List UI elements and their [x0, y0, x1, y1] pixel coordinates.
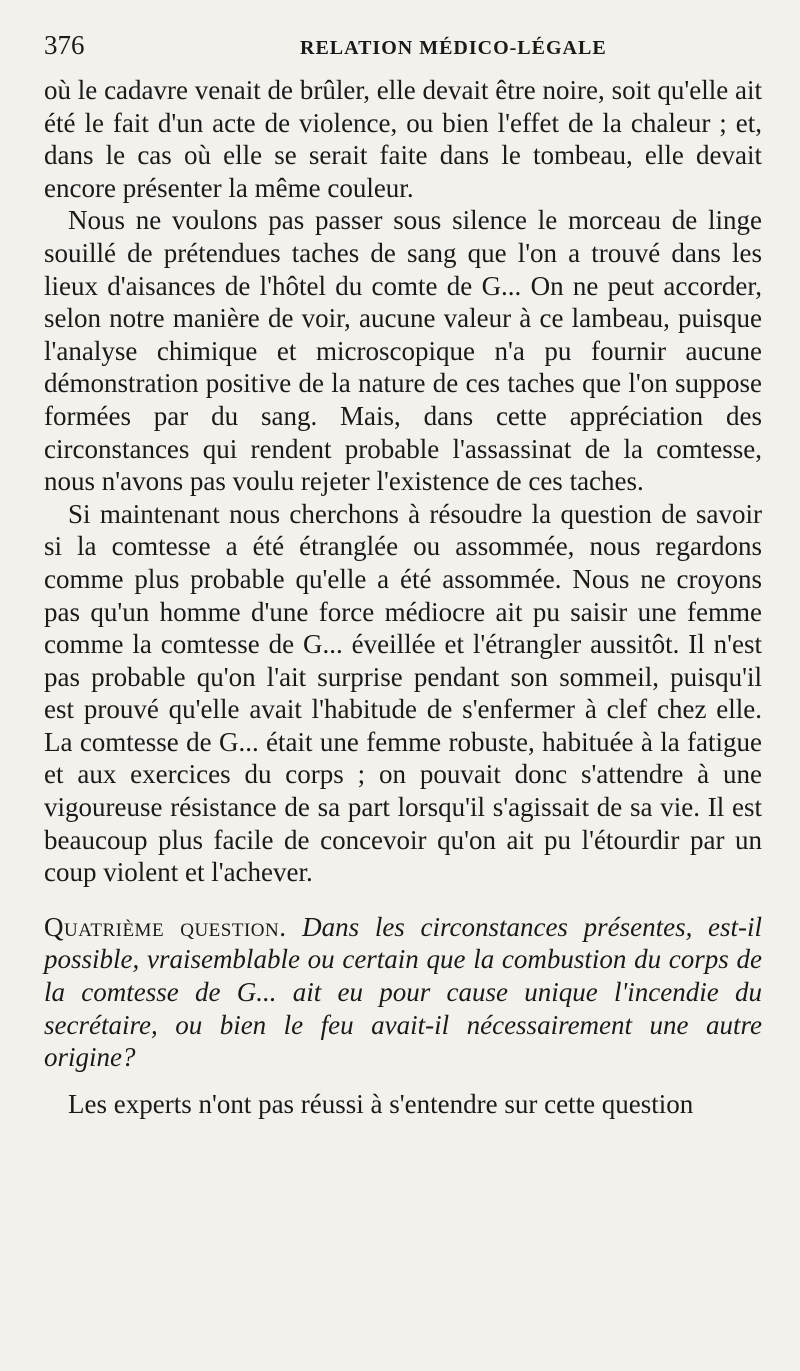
question-label: Quatrième question. [44, 911, 287, 942]
paragraph: Les experts n'ont pas réussi à s'entendre sur cette question [68, 1088, 694, 1119]
question-text: Dans les circonstances présentes, est-il possible, vraisemblable ou certain que la combustion du corps de la comtesse de G... ait eu pour cause unique l'incendie du secrétaire, ou bien le feu avait-il nécessairement une autre origine? [44, 911, 762, 1073]
paragraph: Nous ne voulons pas passer sous silence le morceau de linge souillé de prétendues taches de sang que l'on a trouvé dans les lieux d'aisances de l'hôtel du comte de G... On ne peut accorder, selon notre manière de voir, aucune valeur à ce lambeau, puisque l'analyse chimique et microscopique n'a pu fournir aucune démonstration positive de la nature de ces taches que l'on suppose formées par du sang. Mais, dans cette appréciation des circonstances qui rendent probable l'assassinat de la comtesse, nous n'avons pas voulu rejeter l'existence de ces taches. [44, 205, 762, 497]
question-heading [44, 911, 762, 1074]
running-title: RELATION MÉDICO-LÉGALE [300, 37, 607, 59]
paragraph: où le cadavre venait de brûler, elle devait être noire, soit qu'elle ait été le fait d'un acte de violence, ou bien l'effet de la chaleur ; et, dans le cas où elle se serait faite dans le tombeau, elle devait encore présenter la même couleur. [44, 75, 762, 203]
paragraph: Si maintenant nous cherchons à résoudre la question de savoir si la comtesse a été étranglée ou assommée, nous regardons comme plus probable qu'elle a été assommée. Nous ne croyons pas qu'un homme d'une force médiocre ait pu saisir une femme comme la comtesse de G... éveillée et l'étrangler aussitôt. Il n'est pas probable qu'on l'ait surprise pendant son sommeil, puisqu'il est prouvé qu'elle avait l'habitude de s'enfermer à clef chez elle. La comtesse de G... était une femme robuste, habituée à la fatigue et aux exercices du corps ; on pouvait donc s'attendre à une vigoureuse résistance de sa part lorsqu'il s'agissait de sa vie. Il est beaucoup plus facile de concevoir qu'on ait pu l'étourdir par un coup violent et l'achever. [44, 498, 762, 888]
page-header [44, 30, 762, 74]
page-number: 376 [44, 30, 85, 60]
body-text [44, 74, 762, 1120]
